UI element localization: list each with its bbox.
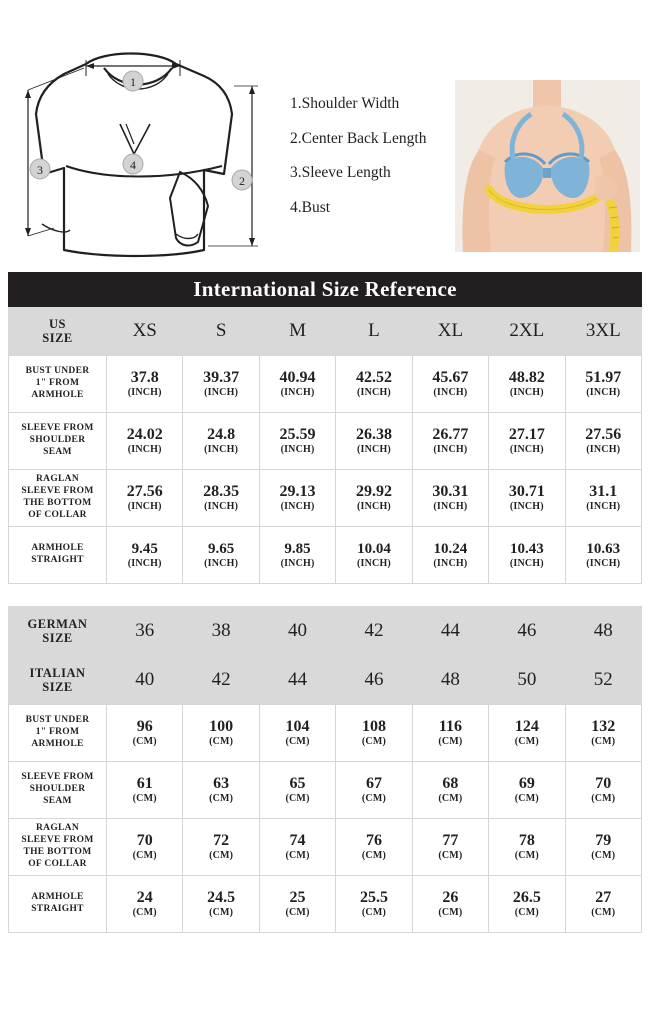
table1-row0-col4: 45.67 (INCH) [412, 356, 488, 413]
table1-row1-col0: 24.02 (INCH) [107, 413, 183, 470]
svg-text:1: 1 [130, 75, 136, 89]
table2-row0-col6: 132 (CM) [565, 705, 641, 762]
table1-row2-col5: 30.71 (INCH) [489, 470, 565, 527]
bust-measurement-photo [455, 80, 640, 252]
table1-row3-col0: 9.45 (INCH) [107, 527, 183, 584]
table-gap [0, 584, 650, 606]
table1-row1-col4: 26.77 (INCH) [412, 413, 488, 470]
table-row [9, 527, 642, 584]
table-row [9, 413, 642, 470]
table1-header-row [9, 307, 642, 356]
table1-row3-col3: 10.04 (INCH) [336, 527, 412, 584]
table2-row1-col3: 67 (CM) [336, 762, 412, 819]
table1-row2-col3: 29.92 (INCH) [336, 470, 412, 527]
legend-item-2: 2.Center Back Length [290, 129, 427, 147]
table2-row2-col6: 79 (CM) [565, 819, 641, 876]
table2-row3-col0: 24 (CM) [107, 876, 183, 933]
german-size-row [9, 607, 642, 656]
table2-row0-col2: 104 (CM) [259, 705, 335, 762]
table2-row1-col4: 68 (CM) [412, 762, 488, 819]
table1-row3-col1: 9.65 (INCH) [183, 527, 259, 584]
table2-row3-col1: 24.5 (CM) [183, 876, 259, 933]
table1-row2-col2: 29.13 (INCH) [259, 470, 335, 527]
italian-size-col2: 44 [259, 656, 335, 705]
table2-row3-col6: 27 (CM) [565, 876, 641, 933]
table1-row1-label: SLEEVE FROM SHOULDER SEAM [9, 413, 107, 470]
table1-row2-col1: 28.35 (INCH) [183, 470, 259, 527]
legend-item-1: 1.Shoulder Width [290, 95, 400, 112]
table-row [9, 356, 642, 413]
table2-row1-col5: 69 (CM) [489, 762, 565, 819]
italian-size-col0: 40 [107, 656, 183, 705]
table1-row3-col5: 10.43 (INCH) [489, 527, 565, 584]
table1-size-3xl: 3XL [565, 307, 641, 356]
german-size-col3: 42 [336, 607, 412, 656]
italian-size-col3: 46 [336, 656, 412, 705]
table1-size-xl: XL [412, 307, 488, 356]
italian-size-col4: 48 [412, 656, 488, 705]
table1-size-l: L [336, 307, 412, 356]
table1-row3-col2: 9.85 (INCH) [259, 527, 335, 584]
table2-row2-col4: 77 (CM) [412, 819, 488, 876]
table1-row2-col4: 30.31 (INCH) [412, 470, 488, 527]
table2-row1-col1: 63 (CM) [183, 762, 259, 819]
sweater-diagram-icon [8, 28, 280, 258]
table1-row3-label: ARMHOLE STRAIGHT [9, 527, 107, 584]
table1-size-xs: XS [107, 307, 183, 356]
table1-row0-col6: 51.97 (INCH) [565, 356, 641, 413]
table2-row0-col3: 108 (CM) [336, 705, 412, 762]
table1-size-2xl: 2XL [489, 307, 565, 356]
table-row [9, 762, 642, 819]
table2-row1-label: SLEEVE FROM SHOULDER SEAM [9, 762, 107, 819]
table2-row3-col5: 26.5 (CM) [489, 876, 565, 933]
svg-text:2: 2 [239, 174, 245, 188]
table1-header-label: US SIZE [9, 307, 107, 356]
german-size-col2: 40 [259, 607, 335, 656]
table1-row0-col5: 48.82 (INCH) [489, 356, 565, 413]
table2-row3-col3: 25.5 (CM) [336, 876, 412, 933]
table1-row1-col6: 27.56 (INCH) [565, 413, 641, 470]
table1-row0-col1: 39.37 (INCH) [183, 356, 259, 413]
table1-row0-col0: 37.8 (INCH) [107, 356, 183, 413]
table2-row3-label: ARMHOLE STRAIGHT [9, 876, 107, 933]
italian-size-col1: 42 [183, 656, 259, 705]
table-row [9, 876, 642, 933]
table2-row2-col5: 78 (CM) [489, 819, 565, 876]
table2-row1-col2: 65 (CM) [259, 762, 335, 819]
table1-title-row [9, 273, 642, 307]
table-row [9, 470, 642, 527]
table2-row2-col0: 70 (CM) [107, 819, 183, 876]
measurement-illustration [0, 0, 650, 272]
german-size-col0: 36 [107, 607, 183, 656]
table2-row3-col2: 25 (CM) [259, 876, 335, 933]
table1-row0-col2: 40.94 (INCH) [259, 356, 335, 413]
table2-row0-col4: 116 (CM) [412, 705, 488, 762]
table2-row2-col3: 76 (CM) [336, 819, 412, 876]
table1-row2-col6: 31.1 (INCH) [565, 470, 641, 527]
table1-row3-col4: 10.24 (INCH) [412, 527, 488, 584]
table2-row1-col0: 61 (CM) [107, 762, 183, 819]
table1-row2-col0: 27.56 (INCH) [107, 470, 183, 527]
italian-size-row [9, 656, 642, 705]
table1-size-s: S [183, 307, 259, 356]
european-size-reference-table [8, 606, 642, 933]
table2-row0-col0: 96 (CM) [107, 705, 183, 762]
international-size-reference-table [8, 272, 642, 584]
german-size-label: GERMAN SIZE [9, 607, 107, 656]
table-row [9, 705, 642, 762]
table1-row1-col1: 24.8 (INCH) [183, 413, 259, 470]
table2-row0-col1: 100 (CM) [183, 705, 259, 762]
table2-row2-label: RAGLAN SLEEVE FROM THE BOTTOM OF COLLAR [9, 819, 107, 876]
german-size-col4: 44 [412, 607, 488, 656]
table1-size-m: M [259, 307, 335, 356]
table2-row0-label: BUST UNDER 1" FROM ARMHOLE [9, 705, 107, 762]
german-size-col1: 38 [183, 607, 259, 656]
german-size-col5: 46 [489, 607, 565, 656]
legend-item-3: 3.Sleeve Length [290, 164, 391, 181]
svg-text:3: 3 [37, 163, 43, 177]
italian-size-col6: 52 [565, 656, 641, 705]
measurement-legend [290, 96, 470, 234]
table1-row2-label: RAGLAN SLEEVE FROM THE BOTTOM OF COLLAR [9, 470, 107, 527]
table2-row0-col5: 124 (CM) [489, 705, 565, 762]
table1-row1-col2: 25.59 (INCH) [259, 413, 335, 470]
table1-row3-col6: 10.63 (INCH) [565, 527, 641, 584]
italian-size-col5: 50 [489, 656, 565, 705]
table1-row0-col3: 42.52 (INCH) [336, 356, 412, 413]
table1-row0-label: BUST UNDER 1" FROM ARMHOLE [9, 356, 107, 413]
italian-size-label: ITALIAN SIZE [9, 656, 107, 705]
legend-item-4: 4.Bust [290, 198, 331, 216]
table2-row2-col1: 72 (CM) [183, 819, 259, 876]
table2-row2-col2: 74 (CM) [259, 819, 335, 876]
table1-row1-col3: 26.38 (INCH) [336, 413, 412, 470]
table1-title: International Size Reference [9, 273, 642, 307]
svg-text:4: 4 [130, 158, 136, 172]
table2-row3-col4: 26 (CM) [412, 876, 488, 933]
german-size-col6: 48 [565, 607, 641, 656]
table2-row1-col6: 70 (CM) [565, 762, 641, 819]
table1-row1-col5: 27.17 (INCH) [489, 413, 565, 470]
table-row [9, 819, 642, 876]
